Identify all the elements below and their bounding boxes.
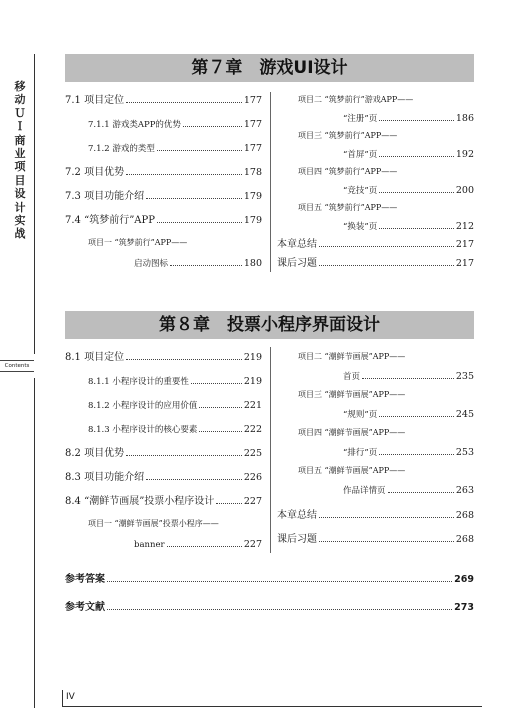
toc-entry[interactable]: 首页 235 xyxy=(343,371,474,382)
spine-rule-bottom xyxy=(34,378,35,708)
spine-rule-top xyxy=(34,54,35,354)
toc-entry-label[interactable]: 项目一 “筑梦前行”APP—— xyxy=(88,238,188,247)
toc-entry-label[interactable]: 项目一 “潮鲜节画展”投票小程序—— xyxy=(88,519,219,528)
toc-entry[interactable]: 8.1.1 小程序设计的重要性 219 xyxy=(88,376,262,387)
toc-entry[interactable]: 作品详情页 263 xyxy=(343,485,474,496)
toc-entry[interactable]: 7.1.2 游戏的类型 177 xyxy=(88,143,262,154)
contents-label: Contents xyxy=(0,360,34,372)
toc-entry-label[interactable]: 项目五 “潮鲜节画展”APP—— xyxy=(298,466,406,475)
toc-entry[interactable]: 7.1 项目定位 177 xyxy=(65,95,262,106)
book-title: 移动ＵＩ商业项目设计实战 xyxy=(14,80,26,241)
footer-rule-horizontal xyxy=(62,706,482,707)
toc-entry[interactable]: 启动图标 180 xyxy=(134,258,262,269)
toc-entry[interactable]: “竞技”页 200 xyxy=(343,185,474,196)
toc-entry[interactable]: 8.3 项目功能介绍 226 xyxy=(65,472,262,483)
toc-entry[interactable]: 本章总结 268 xyxy=(277,510,474,521)
toc-entry[interactable]: “注册”页 186 xyxy=(343,113,474,124)
toc-entry[interactable]: 8.1 项目定位 219 xyxy=(65,352,262,363)
toc-entry-label[interactable]: 项目二 “潮鲜节画展”APP—— xyxy=(298,352,406,361)
toc-entry-label[interactable]: 项目三 “潮鲜节画展”APP—— xyxy=(298,390,406,399)
toc-entry-label[interactable]: 项目五 “筑梦前行”APP—— xyxy=(298,203,398,212)
toc-entry[interactable]: banner 227 xyxy=(134,539,262,550)
toc-entry[interactable]: “首屏”页 192 xyxy=(343,149,474,160)
toc-entry[interactable]: “规则”页 245 xyxy=(343,409,474,420)
toc-entry[interactable]: 8.2 项目优势 225 xyxy=(65,448,262,459)
page-number: IV xyxy=(66,692,75,702)
toc-entry[interactable]: 7.2 项目优势 178 xyxy=(65,167,262,178)
toc-entry[interactable]: 7.3 项目功能介绍 179 xyxy=(65,191,262,202)
toc-entry[interactable]: 课后习题 217 xyxy=(277,258,474,269)
chapter-8-column-divider xyxy=(270,347,271,553)
toc-entry-label[interactable]: 项目二 “筑梦前行”游戏APP—— xyxy=(298,95,414,104)
toc-entry[interactable]: “换装”页 212 xyxy=(343,221,474,232)
toc-entry[interactable]: “排行”页 253 xyxy=(343,447,474,458)
toc-entry[interactable]: 8.1.2 小程序设计的应用价值 221 xyxy=(88,400,262,411)
toc-entry-answers[interactable]: 参考答案 269 xyxy=(65,574,474,585)
toc-entry[interactable]: 7.1.1 游戏类APP的优势 177 xyxy=(88,119,262,130)
toc-entry-label[interactable]: 项目四 “潮鲜节画展”APP—— xyxy=(298,428,406,437)
toc-entry[interactable]: 课后习题 268 xyxy=(277,534,474,545)
toc-entry[interactable]: 8.1.3 小程序设计的核心要素 222 xyxy=(88,424,262,435)
toc-entry-label[interactable]: 项目三 “筑梦前行”APP—— xyxy=(298,131,398,140)
toc-entry[interactable]: 7.4 “筑梦前行”APP 179 xyxy=(65,215,262,226)
chapter-7-column-divider xyxy=(270,92,271,272)
toc-entry[interactable]: 本章总结 217 xyxy=(277,239,474,250)
footer-rule-vertical xyxy=(62,690,63,706)
chapter-8-title: 第８章 投票小程序界面设计 xyxy=(65,311,474,339)
toc-entry-references[interactable]: 参考文献 273 xyxy=(65,602,474,613)
toc-entry[interactable]: 8.4 “潮鲜节画展”投票小程序设计 227 xyxy=(65,496,262,507)
toc-entry-label[interactable]: 项目四 “筑梦前行”APP—— xyxy=(298,167,398,176)
chapter-7-title: 第７章 游戏UI设计 xyxy=(65,54,474,82)
